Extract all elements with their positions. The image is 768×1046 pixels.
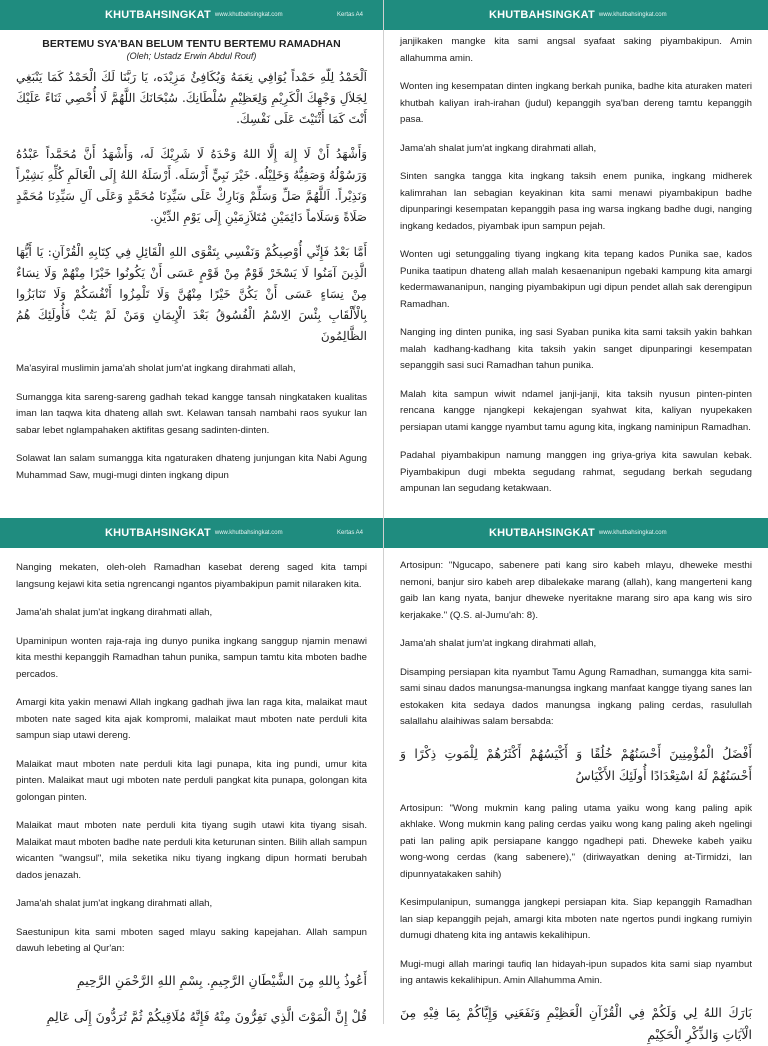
- page-body: [384, 30, 768, 498]
- brand-logo: KHUTBAHSINGKAT: [105, 9, 211, 21]
- page-body: [0, 30, 383, 484]
- document-title: BERTEMU SYA'BAN BELUM TENTU BERTEMU RAMADHAN: [42, 38, 341, 50]
- paragraph: Sinten sangka tangga kita ingkang taksih enem punika, ingkang midherek kalimrahan lan sebagian keyakinan kita sami menawi piyambakipun badhe dipunparingi kesempatan kepanggih pasa ing warsa ingkang badhe dugi, nanging ingkang kedados, piyambak ipun sampun pejah.: [400, 171, 752, 232]
- paragraph: Kesimpulanipun, sumangga jangkepi persiapan kita. Siap kepanggih Ramadhan lan siap kepanggih pejah, amargi kita mboten nate ngertos pundi ingkang rumiyin dumugi dhateng kita ing antawis kekalihipun.: [400, 897, 752, 941]
- arabic-taawudh: أَعُوذُ بِاللهِ مِنَ الشَّيْطَانِ الرَّجِيمِ. بِسْمِ اللهِ الرَّحْمَنِ الرَّحِيمِ: [76, 972, 367, 988]
- page-1: [0, 0, 384, 512]
- site-url: www.khutbahsingkat.com: [598, 530, 667, 536]
- paragraph: Mugi-mugi allah maringi taufiq lan hidayah-ipun supados kita sami siap nyambut ing antawis kekalihipun. Amin Allahumma Amin.: [400, 958, 752, 986]
- paragraph: Artosipun: "Ngucapo, sabenere pati kang siro kabeh mlayu, dheweke mesthi nemoni, banjur siro kabeh arep dibalekake marang (allah), kang mangerteni kang gaib lan kang nyata, banjur dheweke nyeritakne marang siro apa kang wis siro kerjakake." (Q.S. al-Jumu'ah: 8).: [400, 560, 752, 621]
- page-body: [0, 548, 383, 1028]
- paragraph: Ma'asyiral muslimin jama'ah sholat jum'at ingkang dirahmati allah,: [16, 363, 296, 374]
- paragraph: Upaminipun wonten raja-raja ing dunyo punika ingkang sanggup njamin menawi kita mesthi kepanggih Ramadhan tahun punika, sampun tamtu kita mboten badhe percados.: [16, 635, 367, 680]
- page-body: [384, 548, 768, 1046]
- site-url: www.khutbahsingkat.com: [598, 12, 667, 18]
- page-header: [384, 0, 768, 30]
- site-url: www.khutbahsingkat.com: [214, 530, 283, 536]
- paragraph: Malaikat maut mboten nate perduli kita tiyang sugih utawi kita tiyang sisah. Malaikat maut mboten badhe nate perduli kita keturunan sinten. Bilih allah sampun wicanten "wangsul", mila seketika niku tiyang ingkang dipun hormati berubah dados jenazah.: [16, 820, 367, 881]
- brand-logo: KHUTBAHSINGKAT: [489, 9, 595, 21]
- paragraph: Malah kita sampun wiwit ndamel janji-janji, kita taksih nyusun pinten-pinten rencana kangge njangkepi kekajengan syahwat kita, kaliyan nyupekaken persiapan utami kangge nyambut tamu agung kita, ingkang naminipun Ramadhan.: [400, 388, 752, 433]
- arabic-closing-prayer: بَارَكَ اللهُ لِي وَلَكُمْ فِي الْقُرْآنِ الْعَظِيْمِ وَنَفَعَنِي وَإِيَّاكُمْ بِمَا فِيْهِ مِنَ الْآيَاتِ وَالذِّكْرِ الْحَكِيْمِ: [400, 1004, 752, 1042]
- paragraph: Jama'ah shalat jum'at ingkang dirahmati allah,: [16, 898, 213, 909]
- paragraph: Jama'ah shalat jum'at ingkang dirahmati allah,: [16, 607, 213, 618]
- paragraph: Nanging ing dinten punika, ing sasi Syaban punika kita sami taksih yakin bahkan malah kadhang-kadhang kita taksih yakin sanget dipunparingi kesempatan sepanggih sasi suci Ramadhan tahun punika.: [400, 327, 752, 371]
- page-3: [0, 512, 384, 1024]
- page-2: [384, 0, 768, 512]
- site-url: www.khutbahsingkat.com: [214, 12, 283, 18]
- arabic-hadith: أَفْضَلُ الْمُؤْمِنِينَ أَحْسَنُهُمْ خُلُقًا وَ أَكْيَسُهُمْ أَكْثَرُهُمْ لِلْمَوتِ ذِكْرًا وَ أَحْسَنُهُمْ لَهُ اسْتِعْدَادًا أُولَئِكَ الأَكْيَاسُ: [400, 745, 752, 783]
- paragraph: Wonten ugi setunggaling tiyang ingkang kita tepang kados Punika sae, kados Punika taatipun dhateng allah malah kesaenanipun ngebaki kampung kita amargi kedermawananipun, nanging piyambakipun ugi dipun pendet allah sak derengipun Ramadhan.: [400, 249, 752, 310]
- arabic-opening: اَلْحَمْدُ لِلّهِ حَمْداً يُوَافِي نِعَمَهُ وَيُكَافِئُ مَزِيْدَه، يَا رَبَّنَا لَكَ الْحَمْدُ كَمَا يَنْبَغِي لِجَلاَلِ وَجْهِكَ الْكَرِيْمِ وَلِعَظِيْمِ سُلْطَانِكَ. سُبْحَانَكَ اللَّهُمَّ لَا أُحْصِي ثَنَاءً عَلَيْكَ أَنْتَ كَمَا أَثْنَيْتَ عَلَى نَفْسِكَ.: [16, 70, 367, 126]
- paragraph: Artosipun: "Wong mukmin kang paling utama yaiku wong kang paling apik akhlake. Wong mukmin kang paling cerdas yaiku wong kang paling akeh ngelingi pati lan paling apik persiapane kanggo ngadhepi pati. Dheweke kabeh yaiku wong-wong cerdas (kang sabenere)," (diriwayatkan dening at-Tirmidzi, lan dipunnyatakaken sahih): [400, 802, 752, 880]
- paragraph: Malaikat maut mboten nate perduli kita lagi punapa, kita ing pundi, umur kita pinten. Malaikat maut ugi mboten nate perduli pangkat kita punapa, golongan kita golongan pinten.: [16, 758, 367, 803]
- brand-logo: KHUTBAHSINGKAT: [105, 527, 211, 539]
- paragraph: Sumangga kita sareng-sareng gadhah tekad kangge tansah ningkataken kualitas iman lan taqwa kita dhateng allah swt. Kelawan tansah nambahi raos syukur lan sabar lebet nglampahaken aktifitas gesang sadinten-dinten.: [16, 391, 367, 436]
- paragraph: Padahal piyambakipun namung manggen ing griya-griya kita sawulan kebak. Piyambakipun dugi mbekta segudang rahmat, segudang berkah segudang ampunan lan segudang ketakwaan.: [400, 450, 752, 494]
- paragraph: Saestunipun kita sami mboten saged mlayu saking kapejahan. Allah sampun dawuh lebeting al Qur'an:: [16, 926, 367, 954]
- paragraph: Jama'ah shalat jum'at ingkang dirahmati allah,: [400, 142, 597, 154]
- paragraph: Disamping persiapan kita nyambut Tamu Agung Ramadhan, sumangga kita sami-sami sinau dados manungsa-manungsa ingkang manfaat kangge tiyang sanes lan estokaken kita sedaya dados manungsa ingkang paling cerdas, rasulullah salallahu alaihiwas salam bersabda:: [400, 666, 752, 727]
- page-header: [0, 0, 383, 30]
- page-header: [0, 518, 383, 548]
- arabic-quran-verse: أَمَّا بَعْدُ فَإِنِّي أُوْصِيكُمْ وَنَفْسِي بِتَقْوَى اللهِ الْقَائِلِ فِي كِتَابِهِ الْقُرْآنِ: يَا أَيُّهَا الَّذِينَ آمَنُوا لَا يَسْخَرْ قَوْمٌ مِنْ قَوْمٍ عَسَى أَنْ يَكُونُوا خَيْرًا مِنْهُمْ وَلَا نِسَاءٌ مِنْ نِسَاءٍ عَسَى أَنْ يَكُنَّ خَيْرًا مِنْهُنَّ وَلَا تَلْمِزُوا أَنْفُسَكُمْ وَلَا تَنَابَزُوا بِالْأَلْقَابِ بِئْسَ الِاسْمُ الْفُسُوقُ بَعْدَ الْإِيمَانِ وَمَنْ لَمْ يَتُبْ فَأُولَئِكَ هُمُ الظَّالِمُونَ: [16, 245, 367, 343]
- paper-size-label: Kertas A4: [336, 530, 363, 536]
- page-4: [384, 512, 768, 1042]
- arabic-shahada: وَأَشْهَدُ أَنْ لَا إِلهَ إِلَّا اللهُ وَحْدَهُ لَا شَرِيْكَ لَه، وَأَشْهَدُ أَنَّ مُحَمَّداً عَبْدُهُ وَرَسُوْلُهُ وَصَفِيُّهُ وَخَلِيْلُه. خَيْرَ نَبِيٍّ أَرْسَلَه. أَرْسَلَهُ اللهُ إِلَى الْعَالَمِ كُلِّهِ بَشِيْراً وَنَذِيْراً. اَللَّهُمَّ صَلِّ وَسَلِّمْ وَبَارِكْ عَلَى سَيِّدِنَا مُحَمَّدٍ وَعَلَى آلِ سَيِّدِنَا مُحَمَّدٍ صَلَاةً وَسَلَاماً دَائِمَيْنِ مُتَلاَزِمَيْنِ إِلَى يَوْمِ الدِّيْنِ.: [16, 147, 367, 224]
- paragraph: Nanging mekaten, oleh-oleh Ramadhan kasebat dereng saged kita tampi langsung kejawi kita setia ngrencangi ngantos piyambakipun pamit nilaraken kita.: [16, 562, 367, 590]
- document-author: (Oleh; Ustadz Erwin Abdul Rouf): [126, 51, 257, 61]
- paper-size-label: Kertas A4: [336, 12, 363, 18]
- paragraph: janjikaken mangke kita sami angsal syafaat saking piyambakipun. Amin allahumma amin.: [400, 36, 752, 64]
- arabic-quran-verse: قُلْ إِنَّ الْمَوْتَ الَّذِي تَفِرُّونَ مِنْهُ فَإِنَّهُ مُلَاقِيكُمْ ثُمَّ تُرَدُّونَ إِلَى عَالِمِ: [46, 1008, 367, 1024]
- paragraph: Amargi kita yakin menawi Allah ingkang gadhah jiwa lan raga kita, malaikat maut mboten nate saged kita ajak kompromi, malaikat maut mboten nate perduli kita sampun siap utawi dereng.: [16, 697, 367, 741]
- paragraph: Jama'ah shalat jum'at ingkang dirahmati allah,: [400, 638, 597, 649]
- page-header: [384, 518, 768, 548]
- brand-logo: KHUTBAHSINGKAT: [489, 527, 595, 539]
- paragraph: Wonten ing kesempatan dinten ingkang berkah punika, badhe kita aturaken materi khutbah kaliyan irah-irahan (judul) kepanggih sya'ban dereng tamtu kepanggih pasa.: [400, 81, 752, 125]
- paragraph: Solawat lan salam sumangga kita ngaturaken dhateng junjungan kita Nabi Agung Muhammad Saw, mugi-mugi dinten ingkang dipun: [16, 453, 367, 481]
